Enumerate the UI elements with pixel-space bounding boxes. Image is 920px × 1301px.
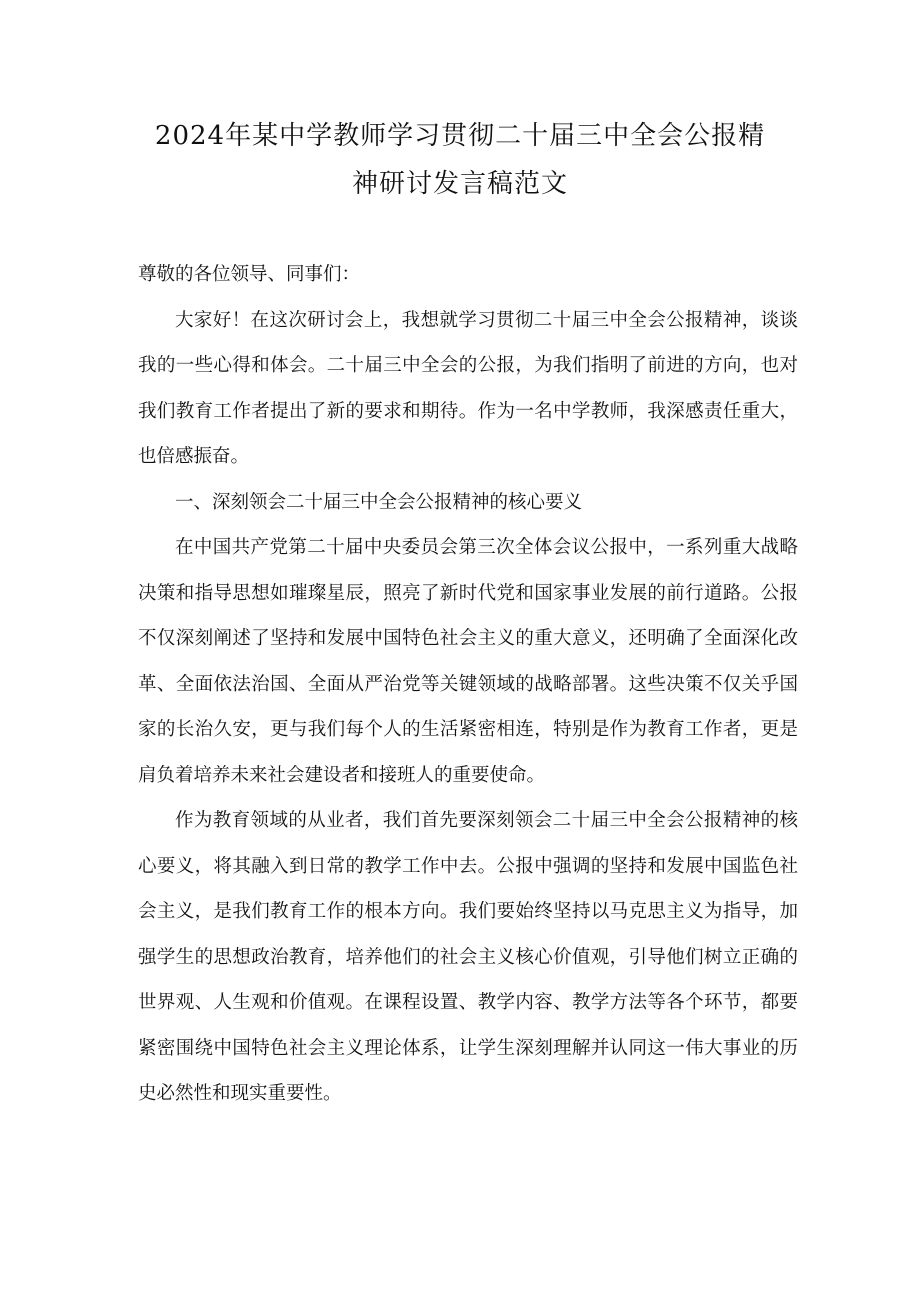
salutation: 尊敬的各位领导、同事们： — [138, 264, 361, 285]
title-line-2: 神研讨发言稿范文 — [351, 169, 568, 199]
paragraph-communique: 在中国共产党第二十届中央委员会第三次全体会议公报中，一系列重大战略决策和指导思想如璀璨星辰，照亮了新时代党和国家事业发展的前行道路。公报不仅深刻阐述了坚持和发展中国特色社会主义的重大意义，还明确了全面深化改革、全面依法治国、全面从严治党等关键领域的战略部署。这些决策不仅关乎国家的长治久安，更与我们每个人的生活紧密相连，特别是作为教育工作者，更是肩负着培养未来社会建设者和接班人的重要使命。 — [138, 537, 798, 786]
section-heading-1: 一、深刻领会二十届三中全会公报精神的核心要义 — [175, 491, 583, 513]
document-body — [138, 252, 798, 1117]
document-title — [120, 112, 800, 208]
title-line-1: 2024年某中学教师学习贯彻二十届三中全会公报精 — [154, 121, 766, 151]
paragraph-greeting: 大家好！在这次研讨会上，我想就学习贯彻二十届三中全会公报精神，谈谈我的一些心得和体会。二十届三中全会的公报，为我们指明了前进的方向，也对我们教育工作者提出了新的要求和期待。作为一名中学教师，我深感责任重大，也倍感振奋。 — [138, 309, 798, 467]
paragraph-education: 作为教育领域的从业者，我们首先要深刻领会二十届三中全会公报精神的核心要义，将其融入到日常的教学工作中去。公报中强调的坚持和发展中国监色社会主义，是我们教育工作的根本方向。我们要始终坚持以马克思主义为指导，加强学生的思想政治教育，培养他们的社会主义核心价值观，引导他们树立正确的世界观、人生观和价值观。在课程设置、教学内容、教学方法等各个环节，都要紧密围绕中国特色社会主义理论体系，让学生深刻理解并认同这一伟大事业的历史必然性和现实重要性。 — [138, 810, 798, 1104]
